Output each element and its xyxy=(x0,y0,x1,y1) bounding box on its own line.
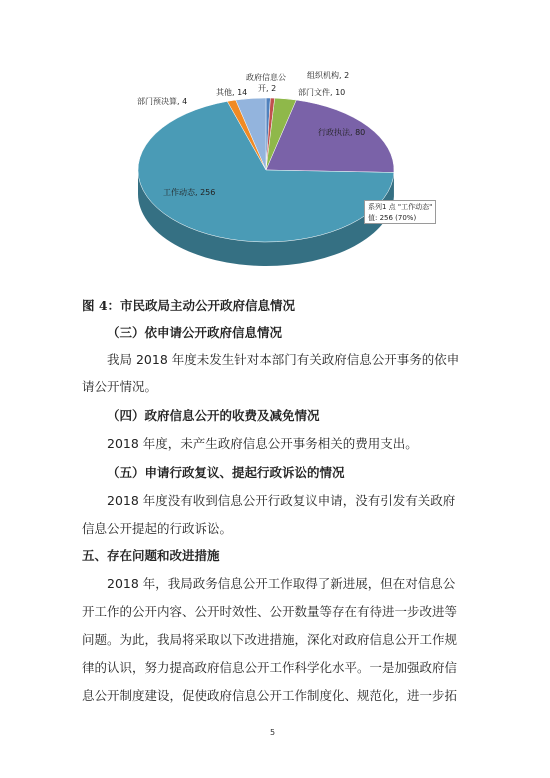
section-5-heading: 五、存在问题和改进措施 xyxy=(82,548,220,563)
figure-caption: 图 4：市民政局主动公开政府信息情况 xyxy=(82,298,296,313)
chart-tooltip xyxy=(364,200,436,224)
section-5-line-3: 问题。为此，我局将采取以下改进措施，深化对政府信息公开工作规 xyxy=(82,632,458,647)
section-5-line-2: 开工作的公开内容、公开时效性、公开数量等存在有待进一步改进等 xyxy=(82,604,458,619)
label-budget: 部门预决算, 4 xyxy=(137,97,188,106)
label-enforcement: 行政执法, 80 xyxy=(318,128,366,137)
pie-chart-svg xyxy=(118,62,436,274)
label-gov-info-2: 开, 2 xyxy=(258,84,277,93)
page-number: 5 xyxy=(270,728,276,737)
section-5-line-5: 息公开制度建设，促使政府信息公开工作制度化、规范化，进一步拓 xyxy=(82,688,458,703)
para-5-line-2: 信息公开提起的行政诉讼。 xyxy=(82,521,233,536)
heading-5: （五）申请行政复议、提起行政诉讼的情况 xyxy=(107,465,345,480)
heading-3: （三）依申请公开政府信息情况 xyxy=(107,325,283,340)
label-gov-info-1: 政府信息公 xyxy=(246,73,286,82)
heading-4: （四）政府信息公开的收费及减免情况 xyxy=(107,408,320,423)
tooltip-line-2: 值: 256 (70%) xyxy=(368,214,417,222)
para-4-line-1: 2018 年度，未产生政府信息公开事务相关的费用支出。 xyxy=(107,436,418,451)
section-5-line-4: 律的认识，努力提高政府信息公开工作科学化水平。一是加强政府信 xyxy=(82,660,458,675)
para-3-line-1: 我局 2018 年度未发生针对本部门有关政府信息公开事务的依申 xyxy=(107,352,460,367)
label-dept-docs: 部门文件, 10 xyxy=(298,88,346,97)
para-5-line-1: 2018 年度没有收到信息公开行政复议申请，没有引发有关政府 xyxy=(107,493,456,508)
label-other: 其他, 14 xyxy=(216,88,248,97)
section-5-line-1: 2018 年，我局政务信息公开工作取得了新进展，但在对信息公 xyxy=(107,576,456,591)
label-work-news: 工作动态, 256 xyxy=(163,188,216,197)
tooltip-line-1: 系列1 点 "工作动态" xyxy=(368,203,433,211)
pie-chart xyxy=(118,62,436,274)
label-org: 组织机构, 2 xyxy=(307,71,350,80)
para-3-line-2: 请公开情况。 xyxy=(82,379,158,394)
